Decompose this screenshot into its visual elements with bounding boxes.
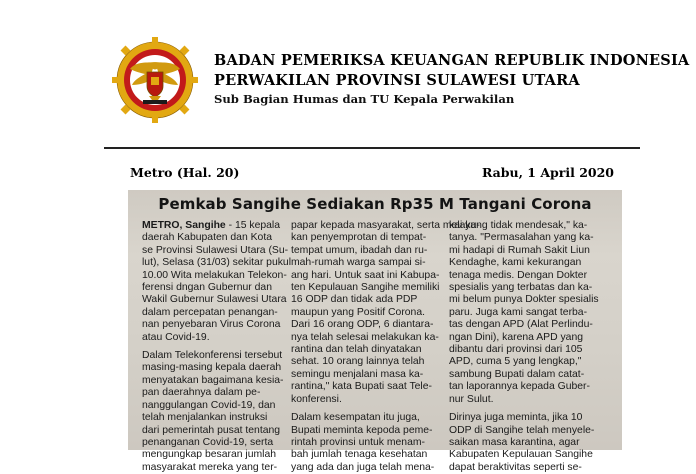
article-text-line: dalam percepatan penangan-	[142, 306, 278, 318]
article-column-3	[449, 220, 611, 474]
article-text-line: Dari 16 orang ODP, 6 diantara-	[291, 319, 434, 331]
article-headline: Pemkab Sangihe Sediakan Rp35 M Tangani Corona	[158, 195, 592, 213]
article-text-line: rantina dan telah dinyatakan	[291, 344, 422, 356]
article-text-line: Dalam kesempatan itu juga,	[291, 412, 420, 424]
article-text-line: Dalam Telekonferensi tersebut	[142, 350, 283, 362]
article-text-line: nur Sulut.	[449, 393, 494, 405]
article-text-line: tenaga medis. Dengan Dokter	[449, 269, 588, 281]
article-text-line: daerah Kabupaten dan Kota	[142, 232, 272, 244]
article-text-line: Kabupaten Kepulauan Sangihe	[449, 449, 593, 461]
article-text-line: METRO, Sangihe - 15 kepala	[142, 220, 281, 231]
org-name: BADAN PEMERIKSA KEUANGAN REPUBLIK INDONESIA	[214, 52, 690, 69]
article-text-line: Wakil Gubernur Sulawesi Utara	[142, 294, 287, 306]
article-text-line: 10.00 Wita melakukan Telekon-	[142, 269, 287, 281]
article-text-line: sehat. 10 orang lainnya telah	[291, 356, 425, 368]
article-text-line: semingu menjalani masa ka-	[291, 368, 424, 380]
article-text-line: dapat beraktivitas seperti se-	[449, 461, 582, 473]
article-text-line: bah jumlah tenaga kesehatan	[291, 449, 428, 461]
article-text-line: Bupati meminta kepoda peme-	[291, 424, 433, 436]
org-division: Sub Bagian Humas dan TU Kepala Perwakilan	[214, 92, 515, 106]
article-text-line: pan daerahnya dalam pe-	[142, 387, 261, 399]
publication-date: Rabu, 1 April 2020	[481, 165, 614, 180]
article-text-line: masyarakat mereka yang ter-	[142, 461, 278, 473]
article-text-line: rantina," kata Bupati saat Tele-	[291, 381, 432, 393]
article-text-line: saikan masa karantina, agar	[449, 436, 580, 448]
article-text-line: tanya. "Permasalahan yang ka-	[449, 232, 594, 244]
article-text-line: ngan Dini), karena APD yang	[449, 331, 584, 343]
article-text-line: papar kepada masyarakat, serta melaku-	[291, 220, 480, 231]
article-text-line: atau Covid-19.	[142, 331, 210, 343]
article-text-line: sambung Bupati dalam catat-	[449, 368, 585, 380]
article-column-1	[142, 220, 292, 474]
article-text-line: maupun yang Positif Corona.	[291, 306, 426, 318]
newspaper-source: Metro (Hal. 20)	[130, 165, 240, 180]
article-text-line: dibantu dari provinsi dari 105	[449, 344, 583, 356]
bpk-garuda-emblem-icon	[112, 36, 198, 126]
article-text-line: mengungkap besaran jumlah	[142, 449, 277, 461]
article-text-line: ten Kepulauan Sangihe memiliki	[291, 282, 440, 294]
article-text-line: Kendaghe, kami kekurangan	[449, 257, 582, 269]
article-text-line: kan penyemprotan di tempat-	[291, 232, 427, 244]
article-text-line: mah-rumah warga sampai si-	[291, 257, 426, 269]
article-dateline: METRO, Sangihe	[142, 220, 226, 231]
article-text-line: telah menjalankan instruksi	[142, 412, 268, 424]
organization-header	[214, 51, 690, 108]
article-text-line: tempat umum, ibadah dan ru-	[291, 244, 428, 256]
article-text-line: masing-masing kepala daerah	[142, 362, 282, 374]
article-text-line: Dirinya juga meminta, jika 10	[449, 412, 583, 424]
article-text-line: tan laporannya kepada Guber-	[449, 381, 590, 393]
article-text-line: nanggulangan Covid-19, dan	[142, 399, 276, 411]
article-text-line: APD, cuma 5 yang lengkap,"	[449, 356, 582, 368]
article-text-line: ferensi dngan Gubernur dan	[142, 282, 272, 294]
article-text-line: se Provinsi Sulawesi Utara (Su-	[142, 244, 289, 256]
article-text-line: penanganan Covid-19, serta	[142, 436, 274, 448]
article-text-line: nan penyebaran Virus Corona	[142, 319, 281, 331]
article-text-line: 16 ODP dan tidak ada PDP	[291, 294, 418, 306]
article-text-line: spesialis yang terbatas dan ka-	[449, 282, 593, 294]
article-text-line: lut), Selasa (31/03) sekitar pukul	[142, 257, 292, 269]
article-text-line: menyatakan bagaimana kesia-	[142, 374, 284, 386]
newspaper-clipping	[128, 190, 622, 473]
org-branch: PERWAKILAN PROVINSI SULAWESI UTARA	[214, 72, 580, 89]
article-text-line: konferensi.	[291, 393, 342, 405]
article-text-line: dari pemerintah pusat tentang	[142, 424, 281, 436]
article-text-line: tas dengan APD (Alat Perlindu-	[449, 319, 593, 331]
article-text-line: kai yang tidak mendesak," ka-	[449, 220, 588, 231]
article-text-line: ODP di Sangihe telah menyele-	[449, 424, 595, 436]
article-text-line: ang hari. Untuk saat ini Kabupa-	[291, 269, 440, 281]
article-text-line: paru. Juga kami sangat terba-	[449, 306, 588, 318]
article-text-line: mi hadapi di Rumah Sakit Liun	[449, 244, 590, 256]
article-text-line: nya telah selesai melakukan ka-	[291, 331, 439, 343]
article-text-line: rintah provinsi untuk menam-	[291, 436, 425, 448]
article-text-line: mi belum punya Dokter spesialis	[449, 294, 599, 306]
header-divider	[104, 147, 640, 149]
article-text-line: yang ada dan juga telah mena-	[291, 461, 435, 473]
